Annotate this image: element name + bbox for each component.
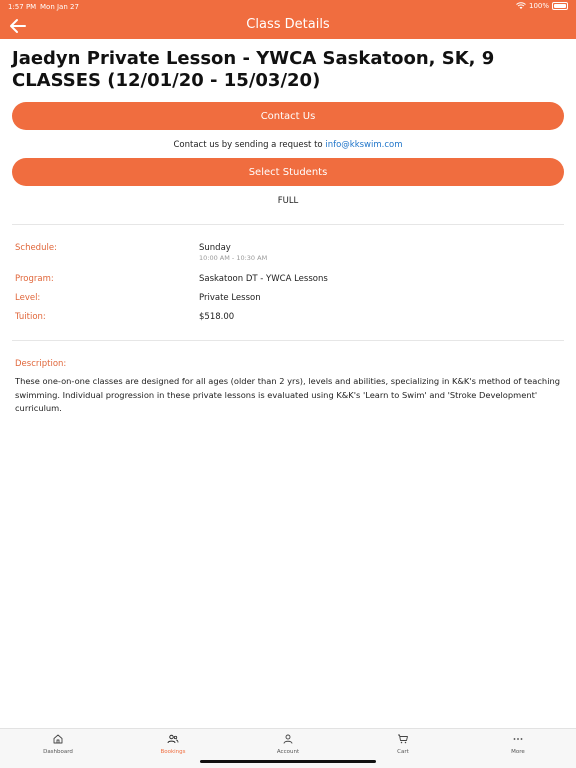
tuition-value: $518.00	[199, 312, 235, 322]
tab-label: Bookings	[160, 749, 186, 755]
contact-note-text: Contact us by sending a request to	[173, 140, 326, 150]
program-label: Program:	[15, 274, 54, 284]
person-icon	[282, 733, 294, 745]
availability-status: FULL	[277, 196, 299, 206]
level-label: Level:	[15, 293, 41, 303]
description-label: Description:	[15, 359, 67, 369]
status-date: Mon Jan 27	[40, 3, 79, 11]
contact-note	[0, 140, 576, 150]
status-right	[516, 2, 568, 10]
wifi-icon	[516, 2, 526, 10]
tab-label: Dashboard	[43, 749, 73, 755]
tab-account[interactable]	[248, 733, 328, 761]
select-students-button[interactable]: Select Students	[12, 158, 564, 186]
page-title: Jaedyn Private Lesson - YWCA Saskatoon, SK, 9 CLASSES (12/01/20 - 15/03/20)	[12, 48, 495, 91]
app-header	[0, 0, 576, 39]
divider	[12, 224, 564, 225]
tab-label: More	[511, 749, 525, 755]
tab-bookings[interactable]	[133, 733, 213, 761]
contact-email-link[interactable]: info@kkswim.com	[325, 140, 403, 150]
schedule-label: Schedule:	[15, 243, 57, 253]
home-icon	[52, 733, 64, 745]
battery-percent: 100%	[528, 2, 549, 10]
program-value: Saskatoon DT - YWCA Lessons	[199, 274, 328, 284]
schedule-time: 10:00 AM - 10:30 AM	[199, 254, 268, 262]
level-value: Private Lesson	[199, 293, 261, 303]
contact-us-button[interactable]: Contact Us	[12, 102, 564, 130]
more-icon	[512, 733, 524, 745]
status-time: 1:57 PM	[8, 3, 37, 11]
tab-label: Account	[276, 749, 300, 755]
nav-bar	[0, 14, 576, 39]
cart-icon	[397, 733, 409, 745]
status-bar	[0, 0, 576, 14]
tab-dashboard[interactable]	[18, 733, 98, 761]
nav-title: Class Details	[246, 17, 330, 32]
battery-icon	[552, 2, 568, 10]
home-indicator	[200, 760, 376, 763]
tab-label: Cart	[397, 749, 409, 755]
tab-more[interactable]	[478, 733, 558, 761]
tuition-label: Tuition:	[15, 312, 46, 322]
schedule-day: Sunday	[199, 243, 231, 253]
tab-cart[interactable]	[363, 733, 443, 761]
divider	[12, 340, 564, 341]
people-icon	[167, 733, 179, 745]
description-text: These one-on-one classes are designed for all ages (older than 2 yrs), levels and abilities, specializing in K&K's method of teaching swimming. Individual progression in these private lessons is evaluated using K&K's 'Learn to Swim' and 'Stroke Development' curriculum.	[15, 376, 561, 413]
